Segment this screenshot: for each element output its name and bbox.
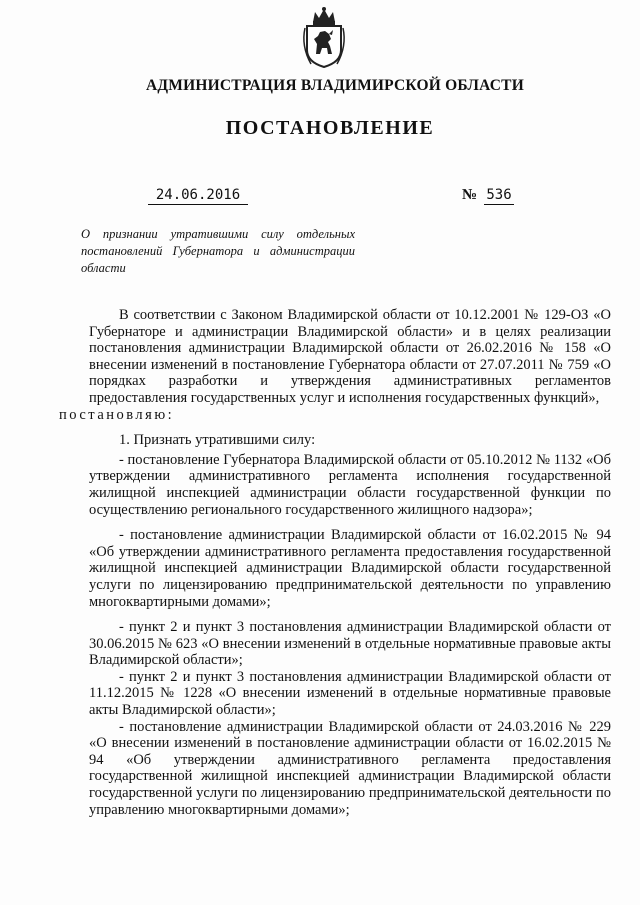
organization-title: АДМИНИСТРАЦИЯ ВЛАДИМИРСКОЙ ОБЛАСТИ (146, 77, 524, 94)
vladimir-coat-of-arms-icon (299, 6, 349, 68)
point-1: 1. Признать утратившими силу: (119, 432, 316, 449)
resolve-word: постановляю: (59, 406, 175, 423)
document-type-title: ПОСТАНОВЛЕНИЕ (225, 117, 435, 139)
list-item: - постановление администрации Владимирской области от 16.02.2015 № 94 «Об утверждении административного регламента предоставления государственной жилищной инспекцией администрации Владимирской области государственной услуги по лицензированию предпринимательской деятельности по управлению многоквартирными домами»; (89, 527, 611, 610)
list-item: - постановление администрации Владимирской области от 24.03.2016 № 229 «О внесении изменений в постановление администрации области от 16.02.2015 № 94 «Об утверждении административного регламента предоставления государственной жилищной инспекцией администрации Владимирской области государственной услуги по лицензированию предпринимательской деятельности по управлению многоквартирными домами»; (89, 718, 611, 818)
document-subject: О признании утратившими силу отдельных постановлений Губернатора и администрации области (81, 227, 355, 275)
list-item: - постановление Губернатора Владимирской области от 05.10.2012 № 1132 «Об утверждении административного регламента исполнения государственной жилищной инспекцией администрации области государственной функции по осуществлению регионального государственного жилищного надзора»; (89, 451, 611, 518)
preamble-text: В соответствии с Законом Владимирской области от 10.12.2001 № 129-ОЗ «О Губернаторе и администрации Владимирской области» и в целях реализации постановления администрации Владимирской области от 26.02.2016 № 158 «О внесении изменений в постановление Губернатора области от 27.07.2011 № 759 «О порядках разработки и утверждения административных регламентов предоставления государственных услуг и исполнения государственных функций», (89, 307, 611, 406)
document-number: 536 (484, 186, 514, 205)
document-date: 24.06.2016 (148, 186, 248, 205)
list-item: - пункт 2 и пункт 3 постановления администрации Владимирской области от 11.12.2015 № 1228 «О внесении изменений в отдельные нормативные правовые акты Владимирской области»; (89, 668, 611, 719)
document-body (59, 307, 611, 818)
number-sign: № (462, 187, 478, 203)
list-item: - пункт 2 и пункт 3 постановления администрации Владимирской области от 30.06.2015 № 623 «О внесении изменений в отдельные нормативные правовые акты Владимирской области»; (89, 619, 611, 669)
preamble-paragraph (59, 307, 611, 423)
